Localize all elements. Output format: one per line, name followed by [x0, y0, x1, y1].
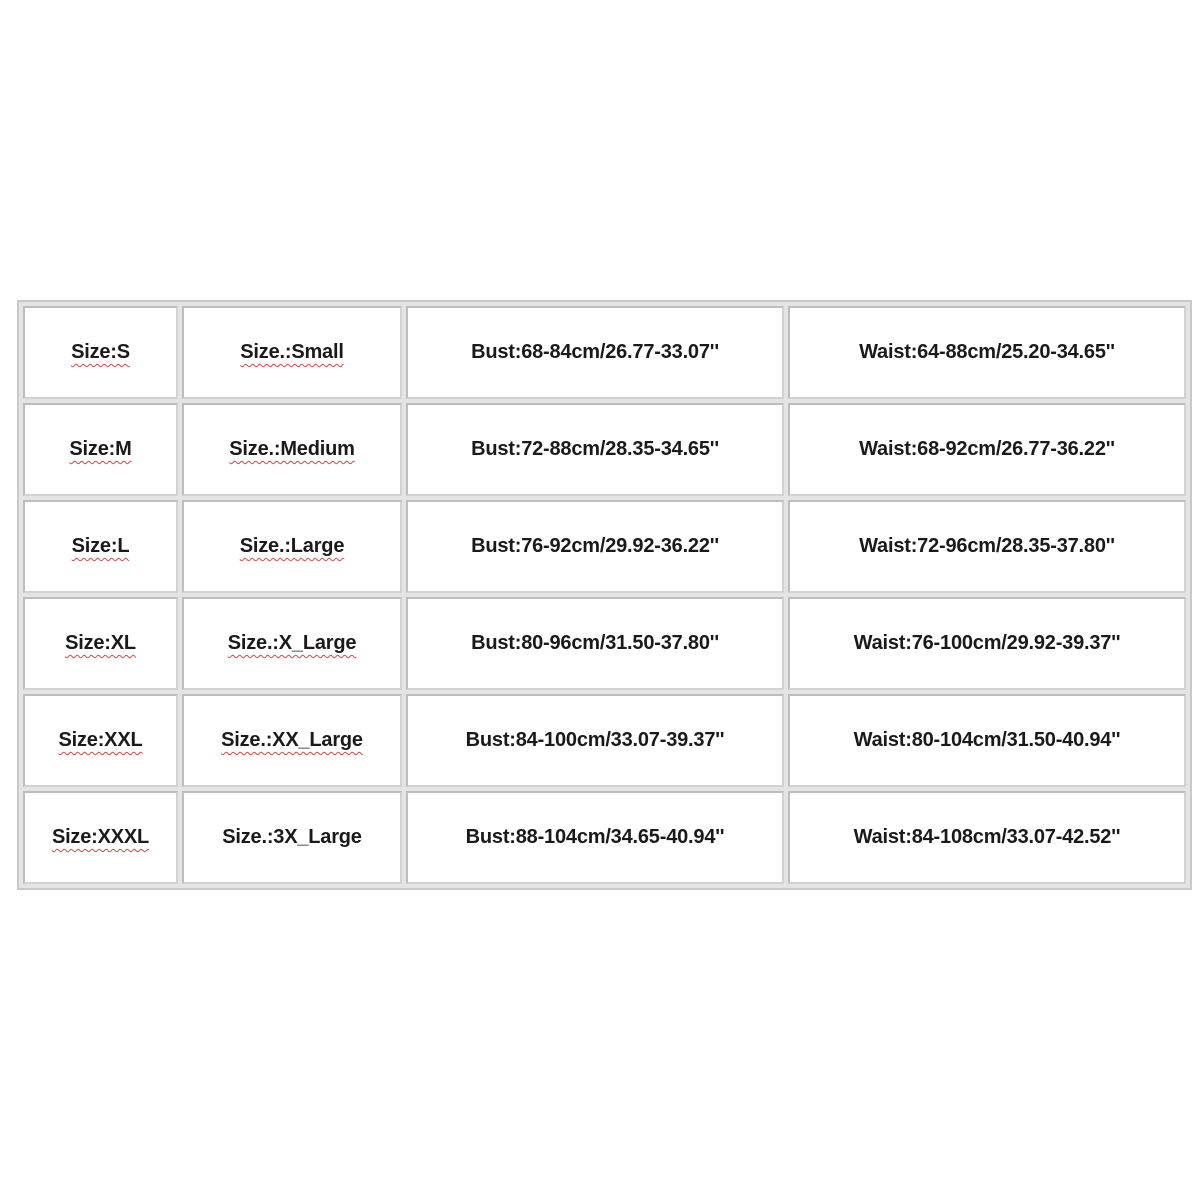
size-code-text: Size:S: [71, 341, 130, 363]
waist-cell: [788, 694, 1186, 787]
table-row: [23, 694, 1186, 787]
size-name-text: Size.:3X_Large: [222, 826, 362, 848]
waist-text: Waist:76-100cm/29.92-39.37'': [853, 632, 1121, 654]
table-row: [23, 791, 1186, 884]
size-code-cell: [23, 500, 178, 593]
table-row: [23, 403, 1186, 496]
size-code-text: Size:XXXL: [51, 826, 150, 848]
waist-cell: [788, 500, 1186, 593]
bust-text: Bust:68-84cm/26.77-33.07'': [471, 341, 719, 363]
size-code-cell: [23, 694, 178, 787]
size-name-text: Size.:Small: [240, 341, 344, 363]
table-row: [23, 597, 1186, 690]
bust-cell: [406, 500, 784, 593]
bust-text: Bust:84-100cm/33.07-39.37'': [465, 729, 725, 751]
size-code-text: Size:M: [69, 438, 132, 460]
waist-text: Waist:64-88cm/25.20-34.65'': [859, 341, 1115, 363]
size-name-cell: [182, 306, 402, 399]
waist-cell: [788, 306, 1186, 399]
bust-text: Bust:76-92cm/29.92-36.22'': [471, 535, 719, 557]
size-name-cell: [182, 791, 402, 884]
waist-cell: [788, 791, 1186, 884]
waist-text: Waist:68-92cm/26.77-36.22'': [859, 438, 1115, 460]
bust-cell: [406, 403, 784, 496]
bust-text: Bust:72-88cm/28.35-34.65'': [471, 438, 719, 460]
size-name-text: Size.:Medium: [229, 438, 355, 460]
waist-cell: [788, 597, 1186, 690]
size-name-cell: [182, 597, 402, 690]
size-name-text: Size.:XX_Large: [221, 729, 363, 751]
size-code-cell: [23, 597, 178, 690]
bust-text: Bust:88-104cm/34.65-40.94'': [465, 826, 725, 848]
size-chart-table: [17, 300, 1192, 890]
bust-cell: [406, 694, 784, 787]
bust-cell: [406, 597, 784, 690]
size-code-text: Size:XXL: [58, 729, 143, 751]
size-code-cell: [23, 306, 178, 399]
waist-text: Waist:80-104cm/31.50-40.94'': [853, 729, 1121, 751]
table-row: [23, 500, 1186, 593]
size-name-text: Size.:Large: [239, 535, 345, 557]
waist-text: Waist:84-108cm/33.07-42.52'': [853, 826, 1121, 848]
size-code-text: Size:XL: [65, 632, 136, 654]
table-row: [23, 306, 1186, 399]
size-code-text: Size:L: [71, 535, 130, 557]
size-name-cell: [182, 403, 402, 496]
bust-text: Bust:80-96cm/31.50-37.80'': [471, 632, 719, 654]
waist-cell: [788, 403, 1186, 496]
size-code-cell: [23, 403, 178, 496]
size-name-text: Size.:X_Large: [227, 632, 357, 654]
size-name-cell: [182, 694, 402, 787]
bust-cell: [406, 791, 784, 884]
bust-cell: [406, 306, 784, 399]
size-code-cell: [23, 791, 178, 884]
waist-text: Waist:72-96cm/28.35-37.80'': [859, 535, 1115, 557]
size-name-cell: [182, 500, 402, 593]
